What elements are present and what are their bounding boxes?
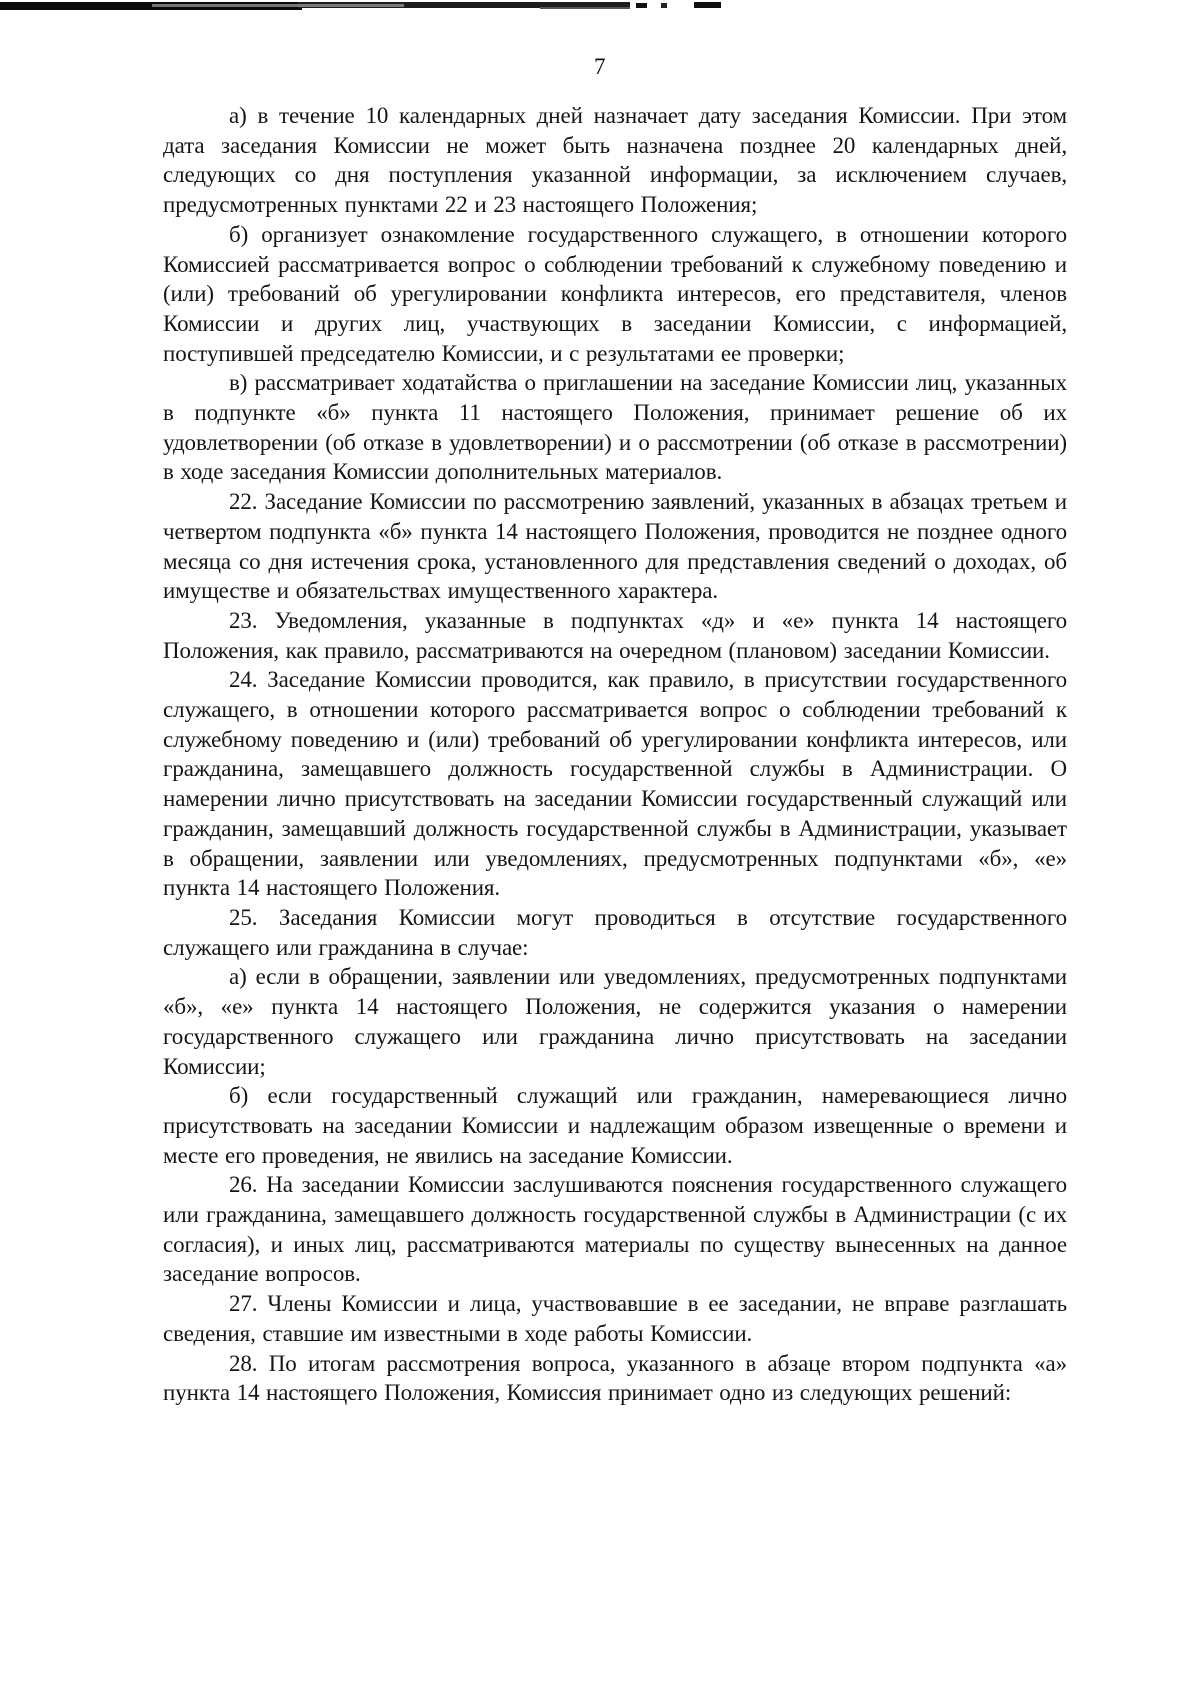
scan-artifact-bar bbox=[0, 0, 1200, 14]
scan-artifact-segment bbox=[661, 3, 667, 8]
paragraph: а) если в обращении, заявлении или уведомлениях, предусмотренных подпунктами «б», «е» пункта 14 настоящего Положения, не содержится указания о намерении государственного служащего или гражданина лично присутствовать на заседании Комиссии; bbox=[163, 964, 1067, 1079]
scan-artifact-segment bbox=[540, 7, 630, 9]
paragraph: 25. Заседания Комиссии могут проводиться в отсутствие государственного служащего или гражданина в случае: bbox=[163, 904, 1067, 960]
scan-artifact-segment bbox=[152, 4, 404, 7]
paragraph: 26. На заседании Комиссии заслушиваются пояснения государственного служащего или гражданина, замещавшего должность государственной службы в Администрации (с их согласия), и иных лиц, рассматриваются материалы по существу вынесенных на данное заседание вопросов. bbox=[163, 1172, 1067, 1287]
document-body bbox=[163, 101, 1067, 1408]
paragraph: 24. Заседание Комиссии проводится, как правило, в присутствии государственного служащего, в отношении которого рассматривается вопрос о соблюдении требований к служебному поведению и (или) требований об урегулировании конфликта интересов, или гражданина, замещавшего должность государственной службы в Администрации. О намерении лично присутствовать на заседании Комиссии государственный служащий или гражданин, замещавший должность государственной службы в Администрации, указывает в обращении, заявлении или уведомлениях, предусмотренных подпунктами «б», «е» пункта 14 настоящего Положения. bbox=[163, 667, 1067, 901]
paragraph: в) рассматривает ходатайства о приглашении на заседание Комиссии лиц, указанных в подпункте «б» пункта 11 настоящего Положения, принимает решение об их удовлетворении (об отказе в удовлетворении) и о рассмотрении (об отказе в рассмотрении) в ходе заседания Комиссии дополнительных материалов. bbox=[163, 370, 1067, 485]
paragraph: а) в течение 10 календарных дней назначает дату заседания Комиссии. При этом дата заседания Комиссии не может быть назначена позднее 20 календарных дней, следующих со дня поступления указанной информации, за исключением случаев, предусмотренных пунктами 22 и 23 настоящего Положения; bbox=[163, 103, 1067, 218]
scan-artifact-segment bbox=[694, 2, 721, 8]
paragraph: 23. Уведомления, указанные в подпунктах «д» и «е» пункта 14 настоящего Положения, как правило, рассматриваются на очередном (плановом) заседании Комиссии. bbox=[163, 607, 1067, 663]
scan-artifact-segment bbox=[636, 3, 647, 8]
paragraph: 27. Члены Комиссии и лица, участвовавшие в ее заседании, не вправе разглашать сведения, ставшие им известными в ходе работы Комиссии. bbox=[163, 1291, 1067, 1346]
paragraph: б) организует ознакомление государственного служащего, в отношении которого Комиссией рассматривается вопрос о соблюдении требований к служебному поведению и (или) требований об урегулировании конфликта интересов, его представителя, членов Комиссии и других лиц, участвующих в заседании Комиссии, с информацией, поступившей председателю Комиссии, и с результатами ее проверки; bbox=[163, 221, 1067, 366]
paragraph: 22. Заседание Комиссии по рассмотрению заявлений, указанных в абзацах третьем и четвертом подпункта «б» пункта 14 настоящего Положения, проводится не позднее одного месяца со дня истечения срока, установленного для представления сведений о доходах, об имуществе и обязательствах имущественного характера. bbox=[163, 489, 1067, 604]
page-number: 7 bbox=[594, 54, 606, 79]
paragraph: б) если государственный служащий или гражданин, намеревающиеся лично присутствовать на заседании Комиссии и надлежащим образом извещенные о времени и месте его проведения, не явились на заседание Комиссии. bbox=[163, 1083, 1067, 1168]
paragraph: 28. По итогам рассмотрения вопроса, указанного в абзаце втором подпункта «а» пункта 14 настоящего Положения, Комиссия принимает одно из следующих решений: bbox=[163, 1350, 1067, 1406]
